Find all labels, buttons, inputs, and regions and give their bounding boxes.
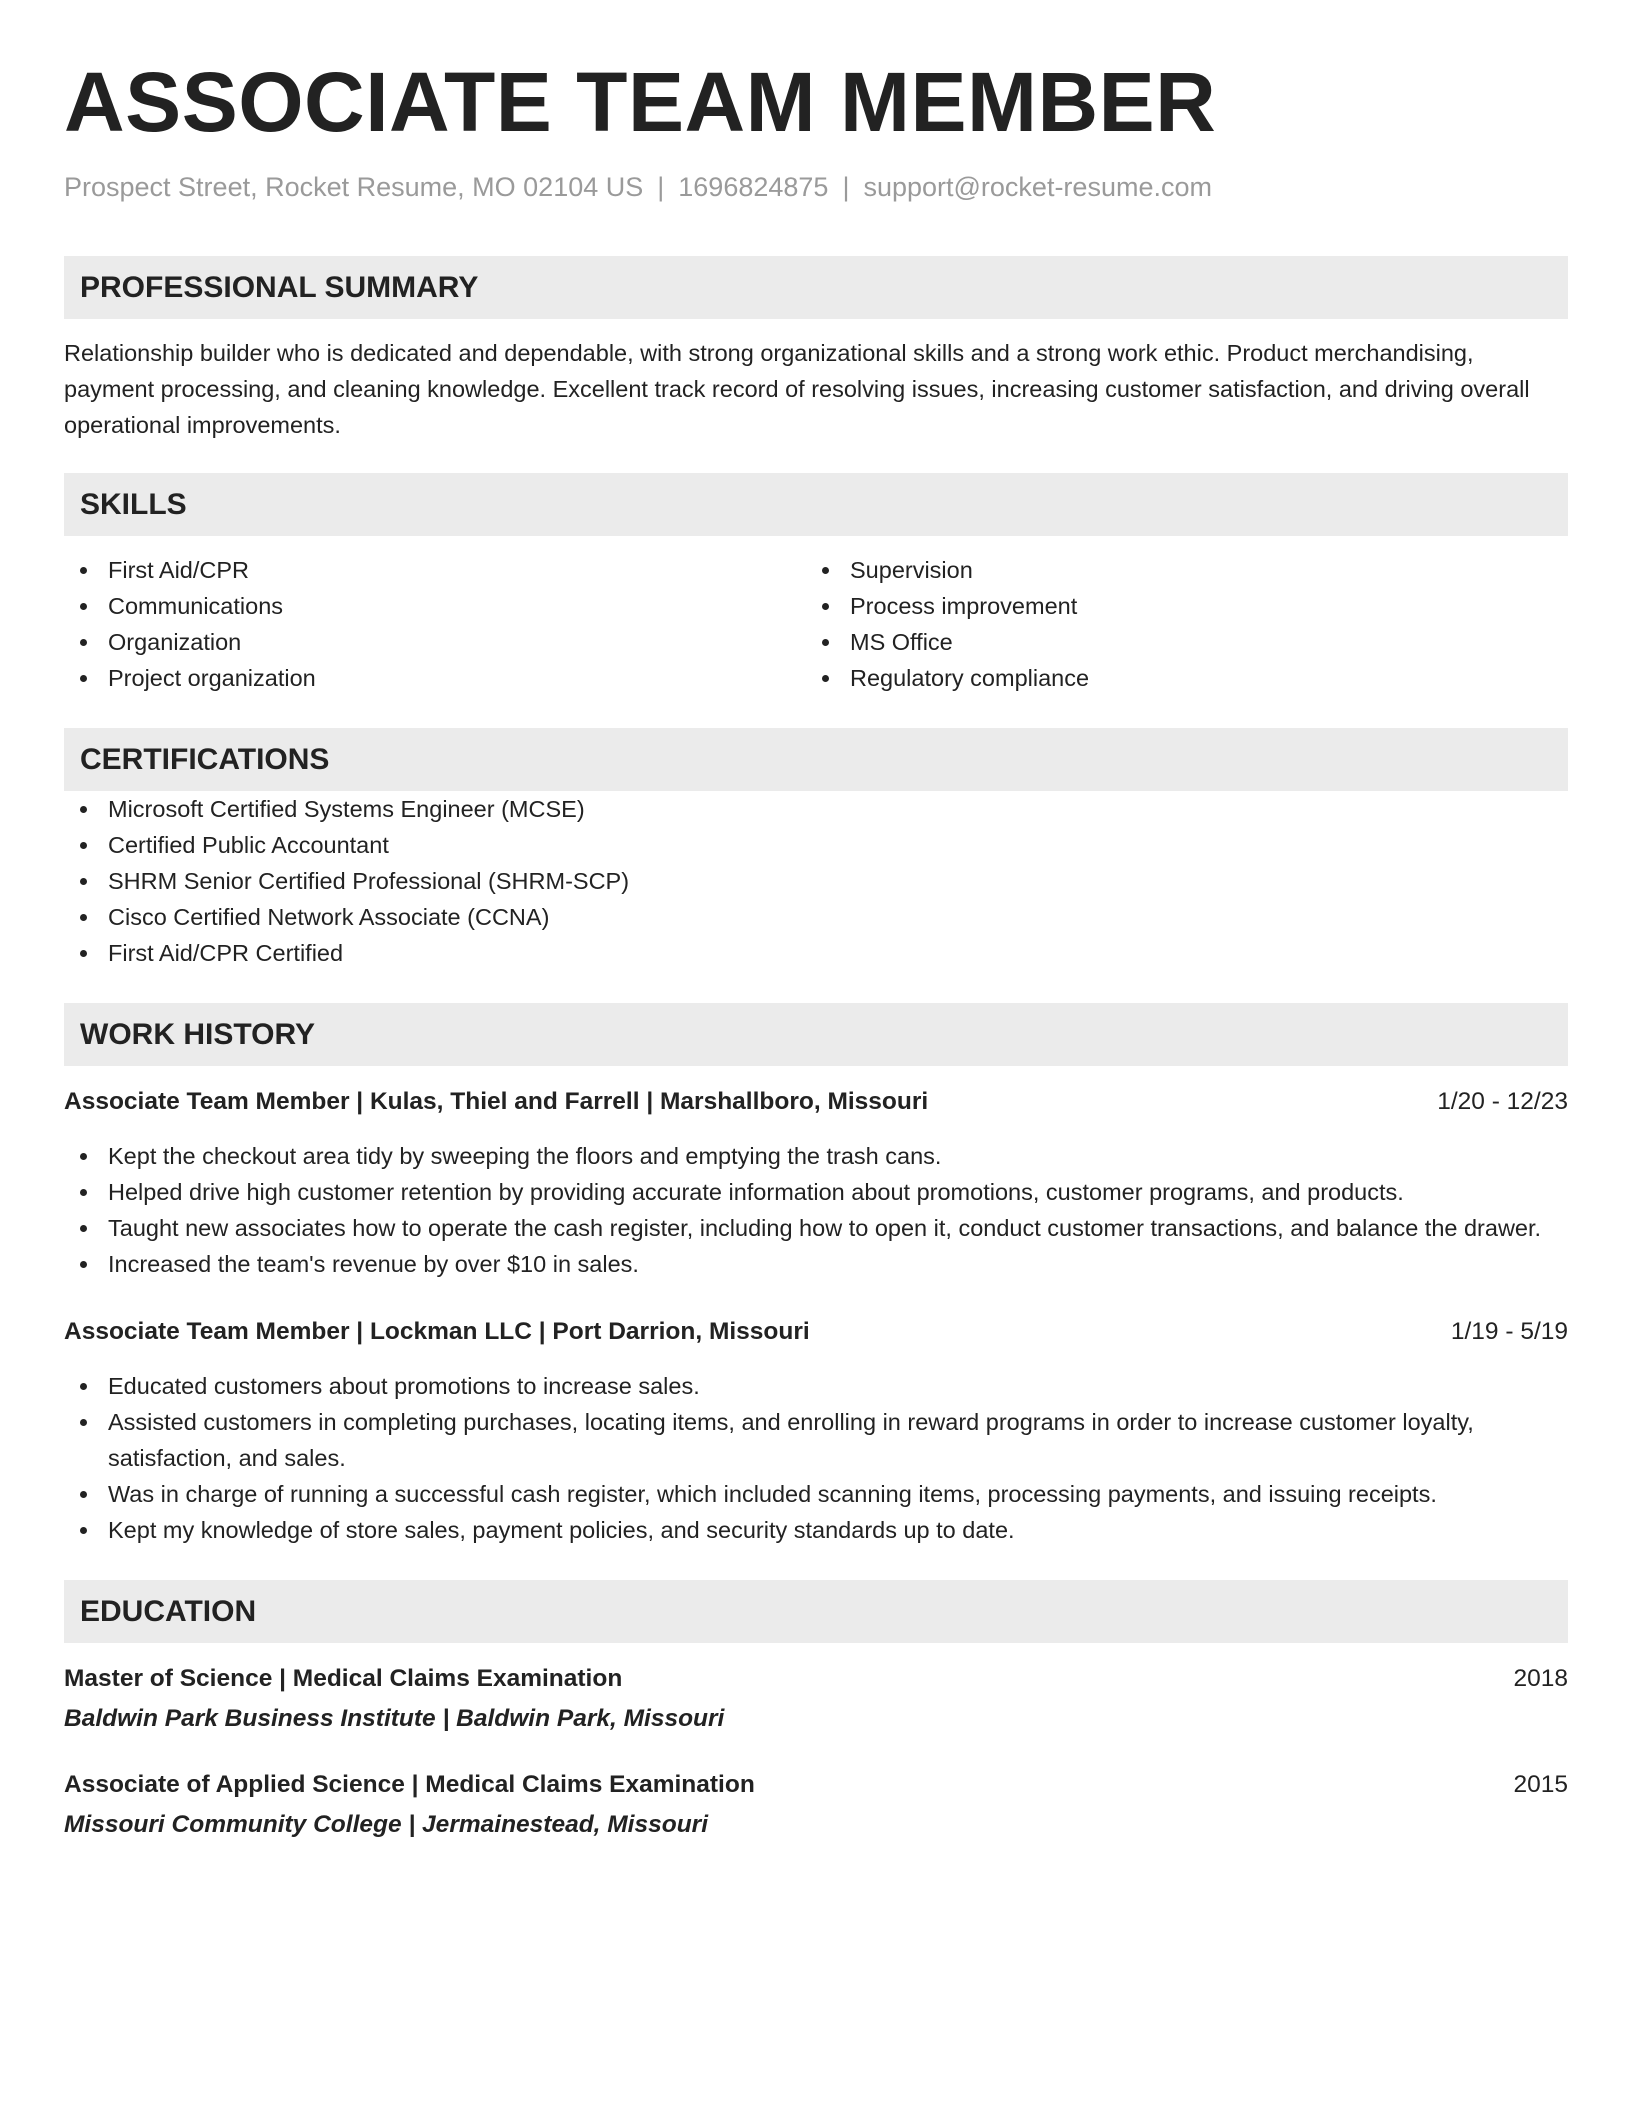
skills-column-right (806, 552, 1548, 696)
education-school: Baldwin Park Business Institute | Baldwin Park, Missouri (64, 1705, 725, 1732)
bullet-icon (822, 567, 829, 574)
job-duty-item: Taught new associates how to operate the cash register, including how to open it, conduct customer transactions, and balance the drawer. (64, 1210, 1568, 1246)
skill-item: Communications (64, 588, 806, 624)
contact-separator: | (657, 172, 665, 202)
job-dates: 1/19 - 5/19 (1450, 1318, 1568, 1345)
bullet-icon (80, 567, 87, 574)
certification-item: SHRM Senior Certified Professional (SHRM-SCP) (64, 863, 1568, 899)
job-duty-item: Was in charge of running a successful cash register, which included scanning items, processing payments, and issuing receipts. (64, 1476, 1568, 1512)
bullet-icon (80, 603, 87, 610)
section-header-summary: PROFESSIONAL SUMMARY (64, 256, 1568, 319)
skill-item: Regulatory compliance (806, 660, 1548, 696)
bullet-icon (822, 639, 829, 646)
bullet-icon (80, 1419, 87, 1426)
bullet-icon (80, 1527, 87, 1534)
contact-email: support@rocket-resume.com (863, 172, 1212, 202)
bullet-icon (80, 1225, 87, 1232)
job-duties-list (64, 1368, 1568, 1548)
contact-separator: | (842, 172, 850, 202)
certification-item: First Aid/CPR Certified (64, 935, 1568, 971)
bullet-icon (80, 1189, 87, 1196)
job-title: Associate Team Member | Lockman LLC | Port Darrion, Missouri (64, 1318, 810, 1345)
education-school: Missouri Community College | Jermainestead, Missouri (64, 1811, 709, 1838)
bullet-icon (80, 1261, 87, 1268)
certification-item: Microsoft Certified Systems Engineer (MCSE) (64, 791, 1568, 827)
bullet-icon (80, 675, 87, 682)
skill-item: Process improvement (806, 588, 1548, 624)
job-duty-item: Increased the team's revenue by over $10 in sales. (64, 1246, 1568, 1282)
bullet-icon (822, 675, 829, 682)
education-degree: Master of Science | Medical Claims Examination (64, 1665, 623, 1692)
job-dates: 1/20 - 12/23 (1437, 1088, 1568, 1115)
skill-item: Supervision (806, 552, 1548, 588)
contact-phone: 1696824875 (678, 172, 829, 202)
certifications-list (64, 791, 1568, 971)
contact-address: Prospect Street, Rocket Resume, MO 02104 US (64, 172, 644, 202)
resume-page (64, 52, 1568, 1843)
education-degree: Associate of Applied Science | Medical Claims Examination (64, 1771, 755, 1798)
skills-column-left (64, 552, 806, 696)
skill-item: First Aid/CPR (64, 552, 806, 588)
section-header-certifications: CERTIFICATIONS (64, 728, 1568, 791)
bullet-icon (80, 639, 87, 646)
contact-line (64, 170, 1568, 204)
job-duties-list (64, 1138, 1568, 1282)
bullet-icon (80, 842, 87, 849)
job-header (64, 1084, 1568, 1120)
resume-name: ASSOCIATE TEAM MEMBER (64, 55, 1217, 149)
job-entry (64, 1314, 1568, 1548)
job-entry (64, 1084, 1568, 1282)
skill-item: MS Office (806, 624, 1548, 660)
bullet-icon (80, 806, 87, 813)
bullet-icon (80, 950, 87, 957)
education-year: 2018 (1513, 1665, 1568, 1692)
job-duty-item: Kept my knowledge of store sales, payment policies, and security standards up to date. (64, 1512, 1568, 1548)
education-header (64, 1661, 1568, 1697)
job-duty-item: Kept the checkout area tidy by sweeping the floors and emptying the trash cans. (64, 1138, 1568, 1174)
summary-text: Relationship builder who is dedicated and dependable, with strong organizational skills and a strong work ethic. Product merchandising, payment processing, and cleaning knowledge. Excellent track record of resolving issues, increasing customer satisfaction, and driving overall operational improvements. (64, 340, 1530, 438)
certification-item: Cisco Certified Network Associate (CCNA) (64, 899, 1568, 935)
section-header-skills: SKILLS (64, 473, 1568, 536)
skill-item: Organization (64, 624, 806, 660)
skills-list (64, 552, 1568, 696)
bullet-icon (80, 878, 87, 885)
education-entry (64, 1767, 1568, 1843)
bullet-icon (80, 914, 87, 921)
bullet-icon (80, 1491, 87, 1498)
education-year: 2015 (1513, 1771, 1568, 1798)
job-title: Associate Team Member | Kulas, Thiel and Farrell | Marshallboro, Missouri (64, 1088, 929, 1115)
section-header-work-history: WORK HISTORY (64, 1003, 1568, 1066)
bullet-icon (80, 1383, 87, 1390)
job-duty-item: Helped drive high customer retention by providing accurate information about promotions, customer programs, and products. (64, 1174, 1568, 1210)
bullet-icon (80, 1153, 87, 1160)
section-header-education: EDUCATION (64, 1580, 1568, 1643)
education-entry (64, 1661, 1568, 1737)
bullet-icon (822, 603, 829, 610)
job-duty-item: Assisted customers in completing purchases, locating items, and enrolling in reward programs in order to increase customer loyalty, satisfaction, and sales. (64, 1404, 1568, 1476)
education-header (64, 1767, 1568, 1803)
certification-item: Certified Public Accountant (64, 827, 1568, 863)
skill-item: Project organization (64, 660, 806, 696)
job-duty-item: Educated customers about promotions to increase sales. (64, 1368, 1568, 1404)
job-header (64, 1314, 1568, 1350)
